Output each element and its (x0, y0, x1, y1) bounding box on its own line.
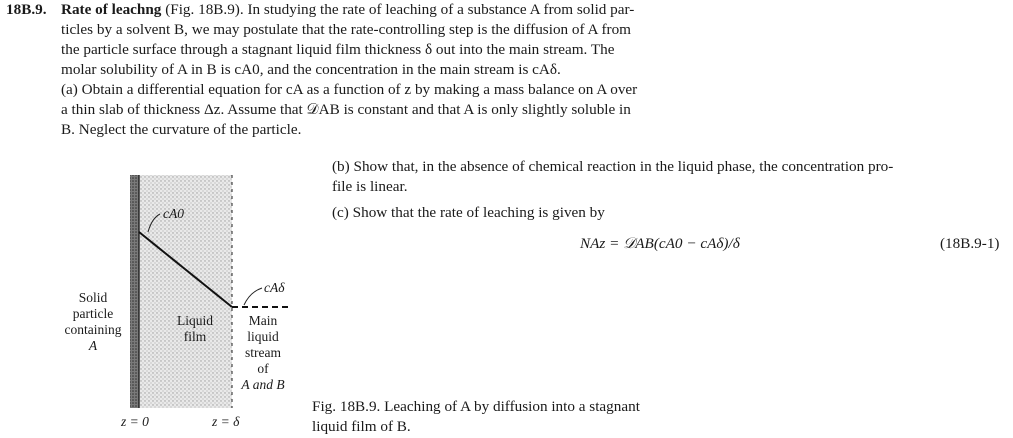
stream-label-line-3: stream (245, 345, 281, 360)
film-label-line-2: film (183, 329, 207, 344)
z-delta-label: z = δ (212, 414, 240, 429)
liquid-film-region (138, 175, 232, 408)
liquid-film-label (160, 313, 230, 345)
solid-label-line-1: Solid (78, 290, 108, 305)
particle-surface (130, 175, 139, 408)
part-b-line-2: file is linear. (332, 178, 408, 195)
caption-line-2: liquid film of B. (312, 418, 411, 435)
intro-line-1: (Fig. 18B.9). In studying the rate of leaching of a substance A from solid par- (165, 1, 635, 18)
intro-line-3: the particle surface through a stagnant liquid film thickness δ out into the main stream. The (61, 41, 615, 58)
stream-label-line-1: Main (248, 313, 278, 328)
solid-label-line-4: A (88, 338, 98, 353)
solid-particle-label (58, 290, 128, 354)
solid-label-line-2: particle (72, 306, 114, 321)
caption-line-1: Fig. 18B.9. Leaching of A by diffusion into a stagnant (312, 398, 640, 415)
equation: NAz = 𝒟AB(cA0 − cAδ)/δ (580, 235, 740, 252)
stream-label-line-2: liquid (247, 329, 279, 344)
intro-line-2: ticles by a solvent B, we may postulate that the rate-controlling step is the diffusion of A from (61, 21, 631, 38)
part-c-line: (c) Show that the rate of leaching is given by (332, 204, 605, 221)
part-b-line-1: (b) Show that, in the absence of chemical reaction in the liquid phase, the concentration pro- (332, 158, 894, 175)
part-a-line-1: (a) Obtain a differential equation for cA as a function of z by making a mass balance on A over (61, 81, 638, 98)
problem-number: 18B.9. (6, 1, 47, 18)
label-cAdelta: cAδ (264, 280, 285, 295)
film-label-line-1: Liquid (177, 313, 213, 328)
stream-label-line-5: A and B (241, 377, 285, 392)
solid-label-line-3: containing (64, 322, 122, 337)
main-stream-label (234, 313, 292, 393)
equation-number: (18B.9-1) (940, 235, 1000, 252)
figure-caption (312, 397, 712, 437)
label-cA0: cA0 (163, 206, 184, 221)
problem-title: Rate of leachng (61, 1, 162, 18)
part-a-line-3: B. Neglect the curvature of the particle. (61, 121, 302, 138)
part-a-line-2: a thin slab of thickness Δz. Assume that 𝒟AB is constant and that A is only slightly soluble in (61, 101, 631, 118)
intro-line-4: molar solubility of A in B is cA0, and the concentration in the main stream is cAδ. (61, 61, 561, 78)
stream-label-line-4: of (257, 361, 269, 376)
z-zero-label: z = 0 (121, 414, 149, 429)
